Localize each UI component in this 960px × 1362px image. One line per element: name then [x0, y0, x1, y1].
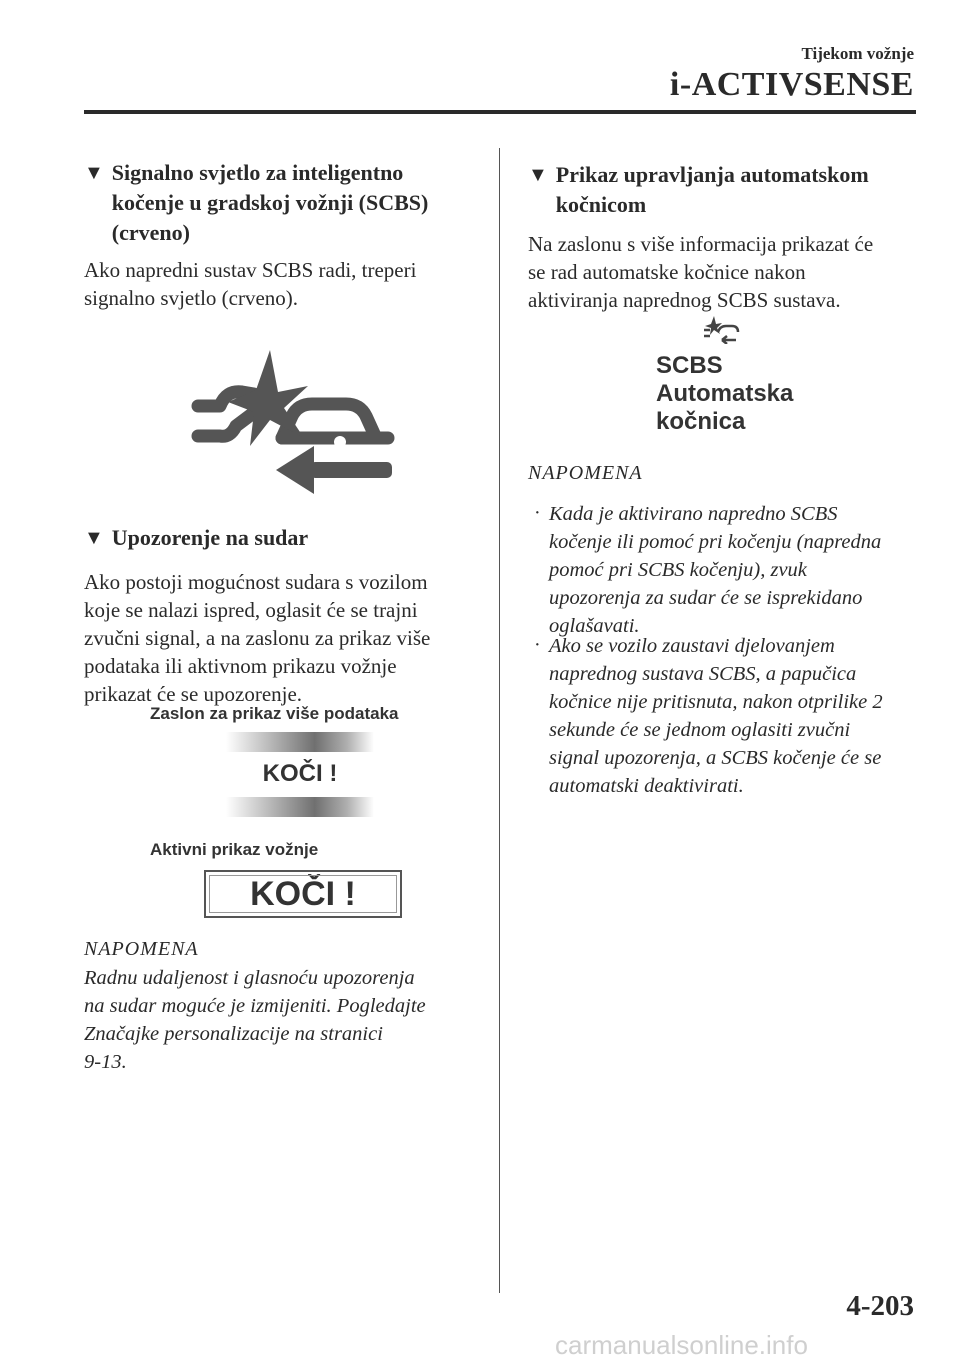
note-line: sekunde će se jednom oglasiti zvučni — [549, 719, 851, 741]
note-label: NAPOMENA — [84, 938, 199, 960]
section-body-scbs-lamp — [84, 256, 484, 312]
display-gradient-bar-top — [226, 732, 374, 752]
note-label-right: NAPOMENA — [528, 462, 643, 484]
scbs-warning-icon — [190, 346, 400, 498]
active-driving-display-label: Aktivni prikaz vožnje — [150, 840, 319, 859]
running-header-title: i-ACTIVSENSE — [669, 66, 914, 103]
section-heading-auto-brake-display — [528, 160, 928, 220]
section-heading-scbs-lamp — [84, 158, 484, 248]
heading-line: (crveno) — [111, 220, 190, 245]
body-line: koje se nalazi ispred, oglasit će se trajni — [84, 598, 418, 622]
body-line: prikazat će se upozorenje. — [84, 682, 303, 706]
triangle-down-icon: ▼ — [84, 162, 104, 184]
triangle-down-icon: ▼ — [84, 527, 104, 549]
body-line: podataka ili aktivnom prikazu vožnje — [84, 654, 397, 678]
active-driving-display-warning — [204, 870, 402, 918]
note-text — [84, 964, 494, 1076]
heading-line: Prikaz upravljanja automatskom — [555, 162, 869, 187]
section-heading-collision-warning — [84, 523, 484, 553]
display-line: SCBS — [656, 352, 723, 379]
body-line: Ako napredni sustav SCBS radi, treperi — [84, 258, 417, 282]
body-line: zvučni signal, a na zaslonu za prikaz više — [84, 626, 431, 650]
note-bullet-1 — [549, 500, 929, 640]
auto-brake-display-text — [656, 352, 793, 436]
watermark: carmanualsonline.info — [555, 1330, 808, 1360]
note-line: upozorenja za sudar će se isprekidano — [549, 587, 863, 609]
display-gradient-bar-bottom — [226, 797, 374, 817]
multi-info-warning-text: KOČI ! — [262, 760, 338, 787]
heading-line: Upozorenje na sudar — [111, 525, 309, 550]
note-line: automatski deaktivirati. — [549, 775, 744, 797]
note-line: na sudar moguće je izmijeniti. Pogledajte — [84, 995, 426, 1017]
active-driving-warning-text: KOČI ! — [250, 874, 356, 913]
page-number: 4-203 — [846, 1290, 914, 1322]
bullet-icon: · — [534, 634, 541, 656]
bullet-icon: · — [534, 502, 541, 524]
body-line: se rad automatske kočnice nakon — [528, 260, 806, 284]
note-bullet-2 — [549, 632, 929, 800]
body-line: aktiviranja naprednog SCBS sustava. — [528, 288, 841, 312]
heading-line: kočenje u gradskoj vožnji (SCBS) — [111, 190, 429, 215]
section-body-collision-warning — [84, 568, 484, 708]
section-body-auto-brake-display — [528, 230, 928, 314]
heading-line: kočnicom — [555, 192, 647, 217]
multi-info-display-label: Zaslon za prikaz više podataka — [150, 704, 399, 723]
note-line: Kada je aktivirano napredno SCBS — [549, 503, 838, 525]
header-rule — [84, 110, 916, 114]
display-line: Automatska — [656, 380, 794, 407]
note-line: Značajke personalizacije na stranici — [84, 1023, 383, 1045]
note-line: pomoć pri SCBS kočenju), zvuk — [549, 559, 807, 581]
note-line: Radnu udaljenost i glasnoću upozorenja — [84, 967, 415, 989]
note-line: oglašavati. — [549, 615, 640, 637]
note-line: kočnice nije pritisnuta, nakon otprilike 2 — [549, 691, 883, 713]
note-line: naprednog sustava SCBS, a papučica — [549, 663, 857, 685]
note-line: Ako se vozilo zaustavi djelovanjem — [549, 635, 835, 657]
triangle-down-icon: ▼ — [528, 164, 548, 186]
note-line: kočenje ili pomoć pri kočenju (napredna — [549, 531, 882, 553]
scbs-small-icon — [702, 316, 742, 344]
display-line: kočnica — [656, 408, 746, 435]
note-line: 9-13. — [84, 1051, 127, 1073]
body-line: signalno svjetlo (crveno). — [84, 286, 299, 310]
column-divider — [499, 148, 500, 1293]
body-line: Na zaslonu s više informacija prikazat će — [528, 232, 874, 256]
running-header-section: Tijekom vožnje — [801, 44, 914, 63]
body-line: Ako postoji mogućnost sudara s vozilom — [84, 570, 428, 594]
note-line: signal upozorenja, a SCBS kočenje će se — [549, 747, 882, 769]
heading-line: Signalno svjetlo za inteligentno — [111, 160, 404, 185]
